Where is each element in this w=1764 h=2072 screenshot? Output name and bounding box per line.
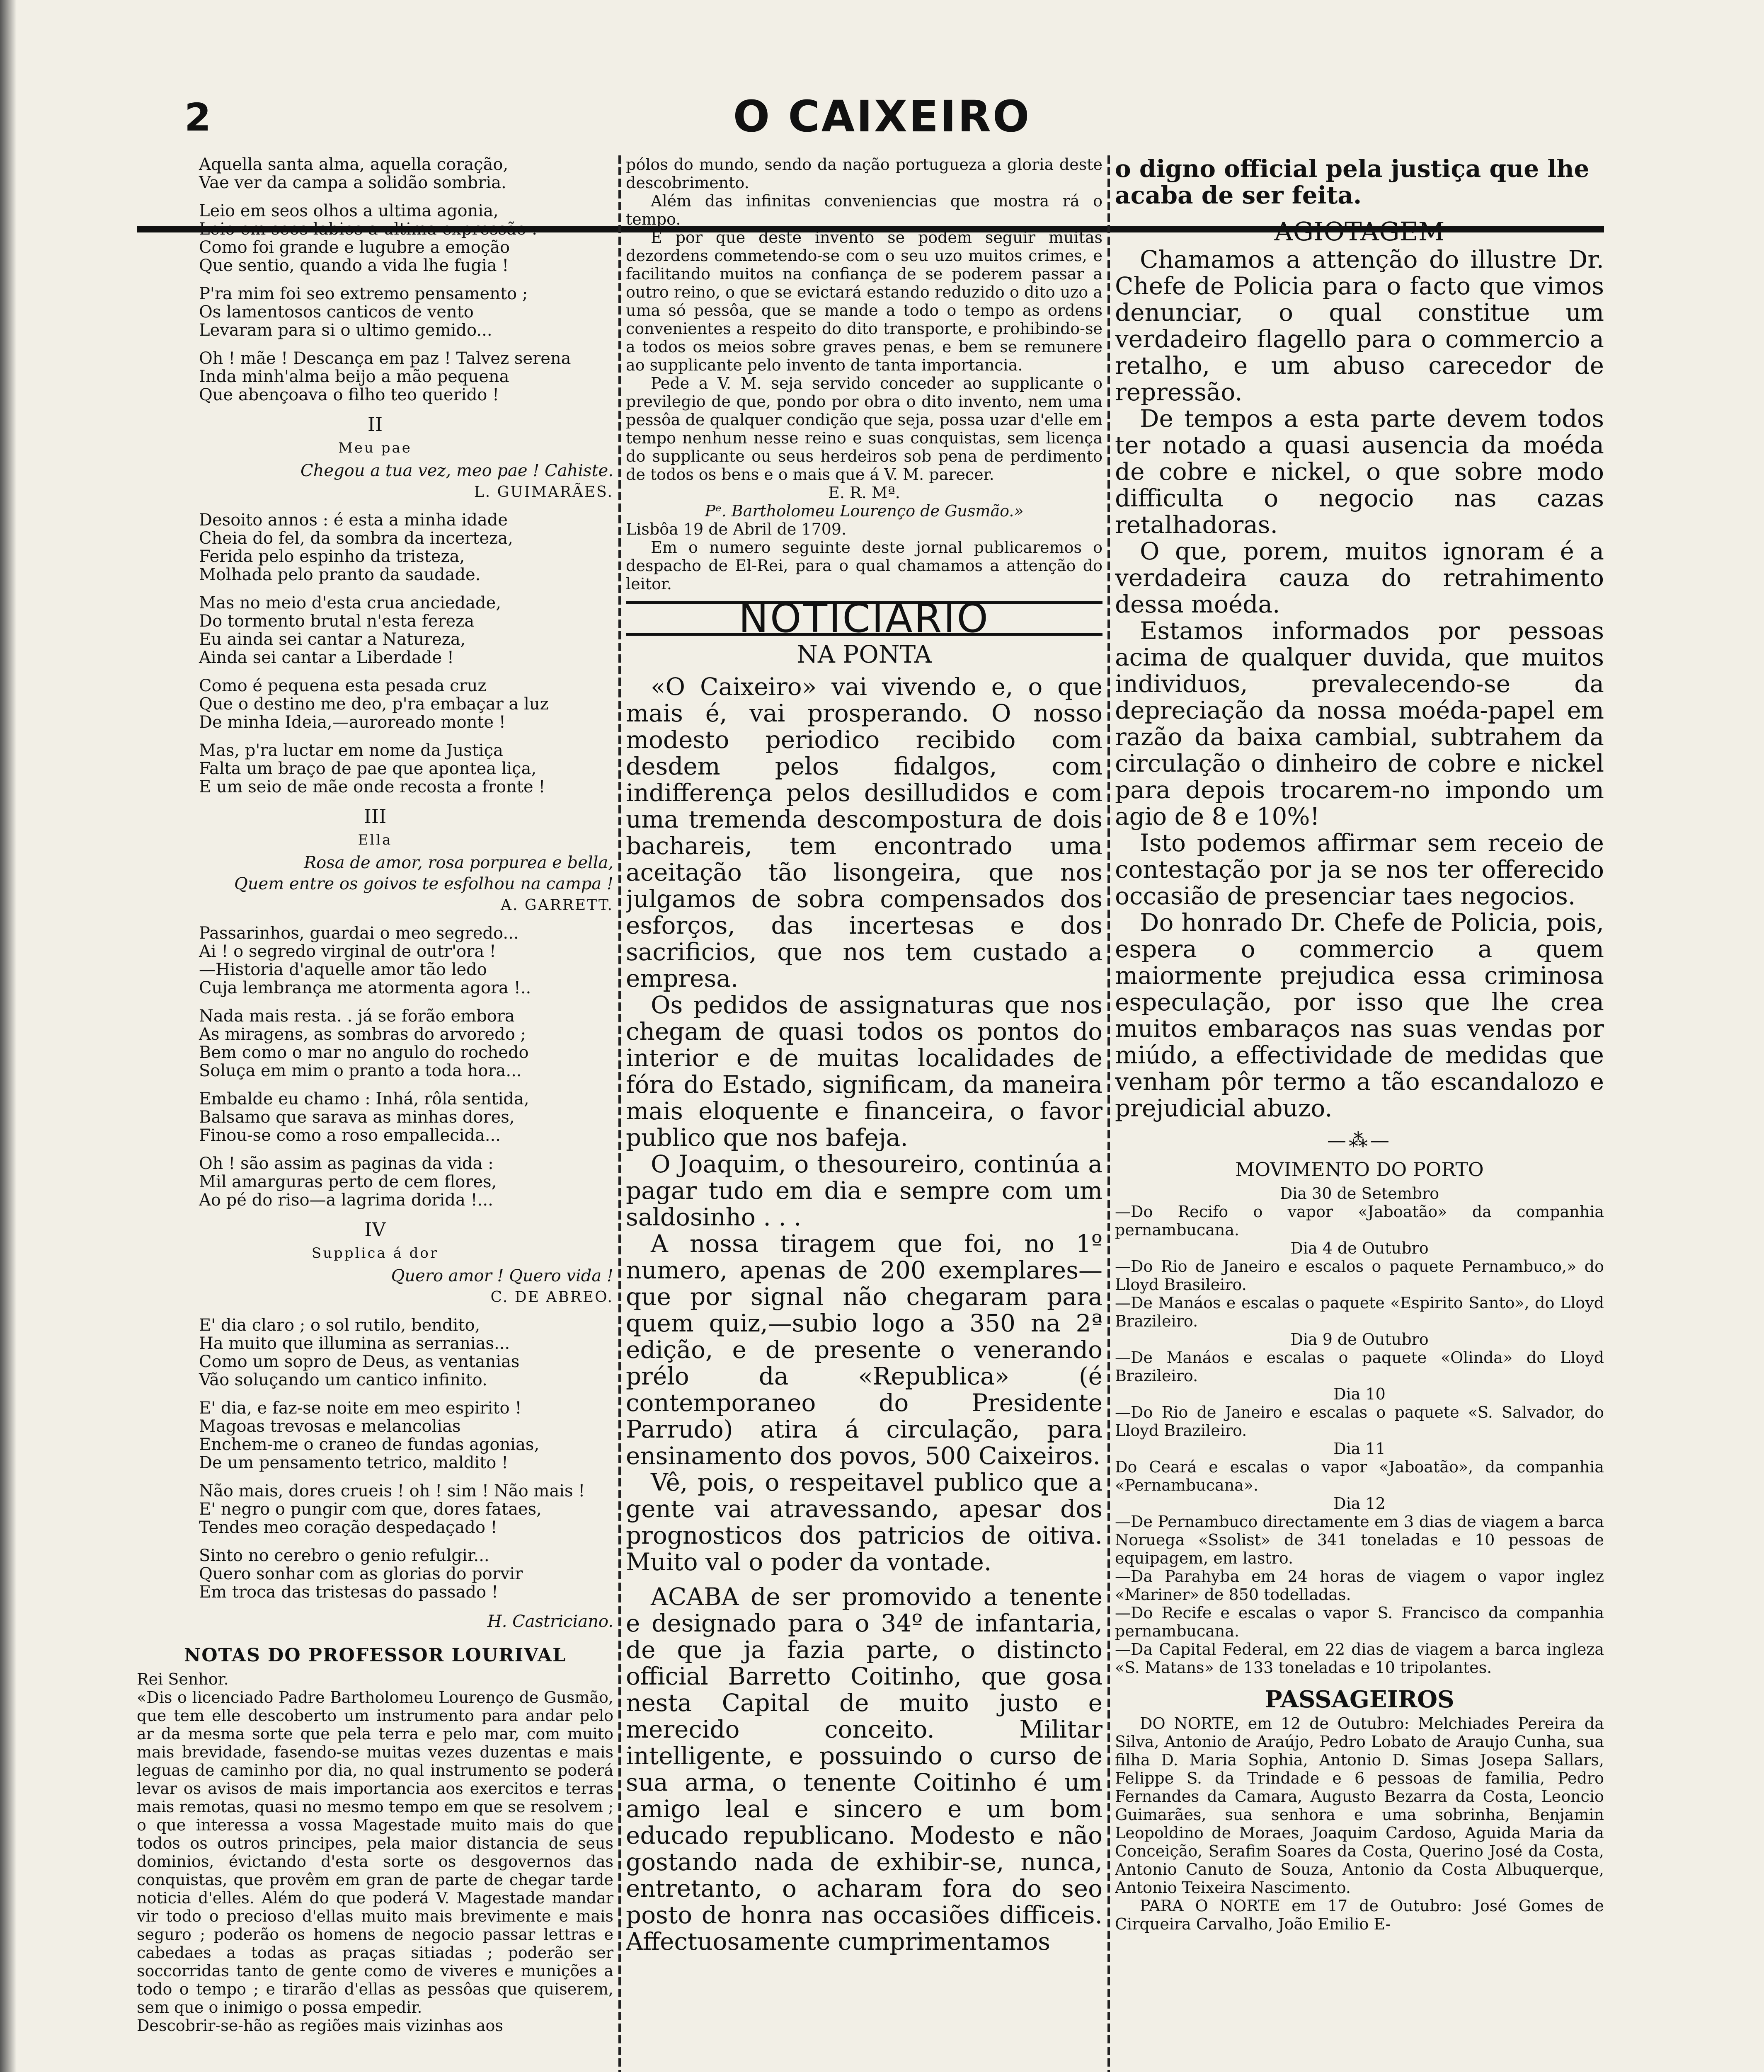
mov-date: Dia 11 — [1333, 1440, 1386, 1458]
poem-meu-pae — [137, 511, 613, 796]
stanza: Leio em seos olhos a ultima agonia, Leio em seos labios a ultima expressão : Como foi grande e lugubre a emoção Que sentio, quando a vida lhe fugia ! — [199, 201, 538, 275]
paragraph: Em o numero seguinte deste jornal publicaremos o despacho de El-Rei, para o qual chamamos a attenção do leitor. — [626, 538, 1102, 593]
stanza: Não mais, dores crueis ! oh ! sim ! Não mais ! E' negro o pungir com que, dores fataes, Tendes meo coração despedaçado ! — [199, 1481, 585, 1537]
section-number: IV — [364, 1218, 386, 1241]
paragraph: O Joaquim, o thesoureiro, continúa a pagar tudo em dia e sempre com um saldosinho . . . — [626, 1150, 1102, 1231]
stanza: Oh ! são assim as paginas da vida : Mil amarguras perto de cem flores, Ao pé do riso—a lagrima dorida !... — [199, 1154, 497, 1210]
movimento-heading: MOVIMENTO DO PORTO — [1235, 1158, 1484, 1181]
paragraph: Os pedidos de assignaturas que nos chegam de quasi todos os pontos do interior e de muitas localidades de fóra do Estado, significam, da maneira mais eloquente e financeira, o favor publico que nos bafeja. — [626, 991, 1102, 1152]
na-ponta-heading: NA PONTA — [797, 640, 932, 668]
section-number: II — [367, 413, 383, 436]
stanza: E' dia claro ; o sol rutilo, bendito, Ha muito que illumina as serranias... Como um sopro de Deus, as ventanias Vão soluçando um cantico infinito. — [199, 1316, 520, 1389]
stanza: Embalde eu chamo : Inhá, rôla sentida, Balsamo que sarava as minhas dores, Finou-se como a roso empallecida... — [199, 1089, 529, 1145]
stanza: Mas, p'ra luctar em nome da Justiça Falta um braço de pae que apontea liça, E um seio de mãe onde recosta a fronte ! — [199, 741, 545, 796]
stanza: Oh ! mãe ! Descança em paz ! Talvez serena Inda minh'alma beijo a mão pequena Que abençoava o filho teo querido ! — [199, 349, 571, 404]
poem-intro — [137, 155, 613, 404]
section-title: Supplica á dor — [311, 1245, 439, 1261]
notas-text: «Dis o licenciado Padre Bartholomeu Lourenço de Gusmão, que tem elle descoberto um instrumento para andar pelo ar da mesma sorte que pela terra e pelo mar, com muito mais brevidade, fasendo-se muitas vezes duzentas e mais leguas de caminho por dia, no qual instrumento se poderá levar os avisos de mais importancia aos exercitos e terras mais remotas, quasi no mesmo tempo em que se resolvem ; o que interessa a vossa Magestade muito mais do que todos os outros principes, pela maior distancia de seus dominios, évictando d'esta sorte os desgovernos das conquistas, que provêm em gran de parte de chegar tarde noticia d'elles. Além do que poderá V. Magestade mandar vir todo o precioso d'ellas muito mais brevimente e mais seguro ; poderão os homens de negocio passar lettras e cabedaes a todas as praças sitiadas ; poderão ser soccorridas tanto de gente como de viveres e munições a todo o tempo ; e tirarão d'ellas as pessôas que quiserem, sem que o inimigo o possa empedir. — [137, 1688, 613, 2016]
paragraph: pólos do mundo, sendo da nação portugueza a gloria deste descobrimento. — [626, 155, 1102, 192]
epigraph: Quero amor ! Quero vida ! — [391, 1266, 613, 1285]
date-line: Lisbôa 19 de Abril de 1709. — [626, 520, 847, 538]
stanza: Passarinhos, guardai o meo segredo... Ai ! o segredo virginal de outr'ora ! —Historia d'aquelle amor tão ledo Cuja lembrança me atormenta agora !.. — [199, 924, 531, 997]
epigraph: Rosa de amor, rosa porpurea e bella, Quem entre os goivos te esfolhou na campa ! — [234, 853, 613, 893]
masthead — [0, 83, 1764, 157]
mov-date: Dia 12 — [1333, 1494, 1386, 1513]
paragraph: Isto podemos affirmar sem receio de contestação por ja se nos ter offerecido occasião de presenciar taes negocios. — [1115, 829, 1604, 910]
paragraph: E por que deste invento se podem seguir muitas dezordens commetendo-se com o seu uzo muitos crimes, e facilitando muitos na confiança de se poderem passar a outro reino, o que se evictará estando reduzido o dito uzo a uma só pessôa, que se mande a todo o tempo as ordens convenientes a respeito do dito transporte, e prohibindo-se a todos os meios sobre graves penas, e bem se remunere ao supplicante pelo invento de tanta importancia. — [626, 228, 1102, 374]
stanza: Desoito annos : é esta a minha idade Cheia do fel, da sombra da incerteza, Ferida pelo espinho da tristeza, Molhada pelo pranto da saudade. — [199, 511, 513, 584]
notas-salutation: Rei Senhor. — [137, 1670, 229, 1688]
newspaper-title: O CAIXEIRO — [733, 91, 1031, 142]
paragraph: o digno official pela justiça que lhe acaba de ser feita. — [1115, 155, 1590, 209]
stanza: Nada mais resta. . já se forão embora As miragens, as sombras do arvoredo ; Bem como o mar no angulo do rochedo Soluça em mim o pranto a toda hora... — [199, 1007, 529, 1080]
section-title: Ella — [358, 832, 393, 848]
section-title: Meu pae — [338, 440, 412, 456]
notas-last-line: Descobrir-se-hão as regiões mais vizinhas aos — [137, 2016, 503, 2035]
column-divider-1 — [618, 155, 621, 2072]
mov-entry: —De Pernambuco directamente em 3 dias de viagem a barca Noruega «Ssolist» de 341 toneladas e 10 pessoas de equipagem, em lastro. —Da Parahyba em 24 horas de viagem o vapor inglez «Mariner» de 850 todelladas. —Do Recife e escalas o vapor S. Francisco da companhia pernambucana. —Da Capital Federal, em 22 dias de viagem a barca ingleza «S. Matans» de 133 toneladas e 10 tripolantes. — [1115, 1513, 1604, 1677]
paragraph: «O Caixeiro» vai vivendo e, o que mais é, vai prosperando. O nosso modesto periodico recibido com desdem pelos fidalgos, com indifferença pelos desilludidos e com uma tremenda descompostura de dois bachareis, tem encontrado uma aceitação tão lisongeira, que nos julgamos de sobra compensados dos esforços, das incertesas e dos sacrificios, que nos tem custado a empresa. — [626, 673, 1102, 992]
section-number: III — [363, 805, 387, 828]
stanza: E' dia, e faz-se noite em meo espirito ! Magoas trevosas e melancolias Enchem-me o craneo de fundas agonias, De um pensamento tetrico, maldito ! — [199, 1399, 540, 1472]
signature: Pᵉ. Bartholomeu Lourenço de Gusmão.» — [705, 502, 1024, 520]
page-number: 2 — [184, 95, 211, 140]
stanza: Aquella santa alma, aquella coração, Vae ver da campa a solidão sombria. — [199, 155, 509, 192]
paragraph: PARA O NORTE em 17 de Outubro: José Gomes de Cirqueira Carvalho, João Emilio E- — [1115, 1897, 1604, 1933]
mov-entry: —Do Rio de Janeiro e escalos o paquete Pernambuco,» do Lloyd Brasileiro. —De Manáos e escalas o paquete «Espirito Santo», do Lloyd Brazileiro. — [1115, 1257, 1604, 1330]
closing-formula: E. R. Mª. — [828, 484, 900, 502]
mov-entry: —Do Recifo o vapor «Jaboatão» da companhia pernambucana. — [1115, 1203, 1604, 1239]
mov-entry: Do Ceará e escalas o vapor «Jaboatão», da companhia «Pernambucana». — [1115, 1458, 1604, 1494]
paragraph: De tempos a esta parte devem todos ter notado a quasi ausencia da moéda de cobre e nickel, o que sobre modo difficulta o negocio nas cazas retalhadoras. — [1115, 404, 1604, 539]
paragraph: O que, porem, muitos ignoram é a verdadeira cauza do retrahimento dessa moéda. — [1115, 537, 1604, 618]
paragraph: Estamos informados por pessoas acima de qualquer duvida, que muitos individuos, prevalecendo-se da depreciação da nossa moéda-papel em razão da baixa cambial, subtrahem da circulação o dinheiro de cobre e nickel para depois trocarem-no impondo um agio de 8 e 10%! — [1115, 617, 1604, 830]
stanza: Sinto no cerebro o genio refulgir... Quero sonhar com as glorias do porvir Em troca das tristesas do passado ! — [199, 1546, 523, 1602]
paragraph: Pede a V. M. seja servido conceder ao supplicante o previlegio de que, pondo por obra o dito invento, nem uma pessôa de qualquer condição que seja, possa uzar d'elle em tempo nenhum nesse reino e suas conquistas, sem licença do supplicante ou seus herdeiros sob pena de perdimento de todos os bens e o mais que á V. M. parecer. — [626, 374, 1102, 484]
column-divider-2 — [1107, 155, 1110, 2072]
paragraph: A nossa tiragem que foi, no 1º numero, apenas de 200 exemplares—que por signal não chegaram para quem quiz,—subio logo a 350 na 2ª edição, e de presente o venerando prélo da «Republica» (é contemporaneo do Presidente Parrudo) atira á circulação, para ensinamento dos povos, 500 Caixeiros. — [626, 1230, 1102, 1470]
epigraph: Chegou a tua vez, meo pae ! Cahiste. — [300, 461, 613, 480]
paragraph: Vê, pois, o respeitavel publico que a gente vai atravessando, apesar dos prognosticos dos patricios de oitiva. Muito val o poder da vontade. — [626, 1468, 1102, 1576]
mov-date: Dia 4 de Outubro — [1290, 1239, 1429, 1257]
noticiario-heading: NOTICIARIO — [626, 601, 1102, 636]
mov-date: Dia 10 — [1333, 1385, 1386, 1403]
paragraph: ACABA de ser promovido a tenente e designado para o 34º de infantaria, de que ja fazia parte, o distincto official Barretto Coitinho, que gosa nesta Capital de muito justo e merecido conceito. Militar intelligente, e possuindo o curso de sua arma, o tenente Coitinho é um amigo leal e sincero e um bom educado republicano. Modesto e não gostando nada de exhibir-se, nunca, entretanto, o acharam fora do seo posto de honra nas occasiões difficeis. Affectuosamente cumprimentamos — [626, 1583, 1102, 1956]
paragraph: Chamamos a attenção do illustre Dr. Chefe de Policia para o facto que vimos denunciar, o qual constitue um verdadeiro flagello para o commercio a retalho, e um abuso carecedor de repressão. — [1115, 245, 1604, 406]
passageiros-heading: PASSAGEIROS — [1265, 1686, 1454, 1713]
epigraph-author: L. GUIMARÃES. — [474, 484, 613, 501]
epigraph-author: A. GARRETT. — [501, 897, 613, 914]
mov-entry: —De Manáos e escalas o paquete «Olinda» do Lloyd Brazileiro. — [1115, 1348, 1604, 1385]
agiotagem-heading: AGIOTAGEM — [1274, 216, 1445, 247]
column-1 — [137, 155, 613, 2072]
poem-ella — [137, 924, 613, 1209]
mov-date: Dia 30 de Setembro — [1279, 1184, 1439, 1203]
movimento-list — [1115, 1184, 1604, 1677]
scan-edge — [0, 0, 17, 2072]
mov-date: Dia 9 de Outubro — [1290, 1330, 1429, 1348]
stanza: Mas no meio d'esta crua anciedade, Do tormento brutal n'esta fereza Eu ainda sei cantar a Natureza, Ainda sei cantar a Liberdade ! — [199, 593, 502, 667]
column-3 — [1115, 155, 1604, 2072]
stanza: Como é pequena esta pesada cruz Que o destino me deo, p'ra embaçar a luz De minha Ideia,—auroreado monte ! — [199, 676, 549, 732]
column-2 — [626, 155, 1102, 2072]
stanza: P'ra mim foi seo extremo pensamento ; Os lamentosos canticos de vento Levaram para si o ultimo gemido... — [199, 284, 528, 340]
ornament-divider: —⁂— — [1327, 1129, 1392, 1151]
mov-entry: —Do Rio de Janeiro e escalas o paquete «S. Salvador, do Lloyd Brazileiro. — [1115, 1403, 1604, 1440]
poem-author: H. Castriciano. — [487, 1612, 613, 1631]
paragraph: DO NORTE, em 12 de Outubro: Melchiades Pereira da Silva, Antonio de Araújo, Pedro Lobato de Araujo Cunha, sua filha D. Maria Sophia, Antonio D. Simas Josepa Sallars, Felippe S. da Trindade e 6 pessoas de familia, Pedro Fernandes da Camara, Augusto Bezarra da Costa, Leoncio Guimarães, sua senhora e uma sobrinha, Benjamin Leopoldino de Moraes, Joaquim Cardoso, Aguida Maria da Conceição, Serafim Soares da Costa, Querino José da Costa, Antonio Canuto de Souza, Antonio da Costa Albuquerque, Antonio Teixeira Nascimento. — [1115, 1714, 1604, 1897]
notas-title: NOTAS DO PROFESSOR LOURIVAL — [184, 1645, 567, 1666]
paragraph: Além das infinitas conveniencias que mostra rá o tempo. — [626, 192, 1102, 228]
epigraph-author: C. DE ABREO. — [490, 1289, 613, 1306]
poem-supplica — [137, 1316, 613, 1601]
paragraph: Do honrado Dr. Chefe de Policia, pois, espera o commercio a quem maiormente prejudica essa criminosa especulação, por isso que lhe crea muitos embaraços nas suas vendas por miúdo, a effectividade de medidas que venham pôr termo a tão escandalozo e prejudicial abuzo. — [1115, 908, 1604, 1122]
